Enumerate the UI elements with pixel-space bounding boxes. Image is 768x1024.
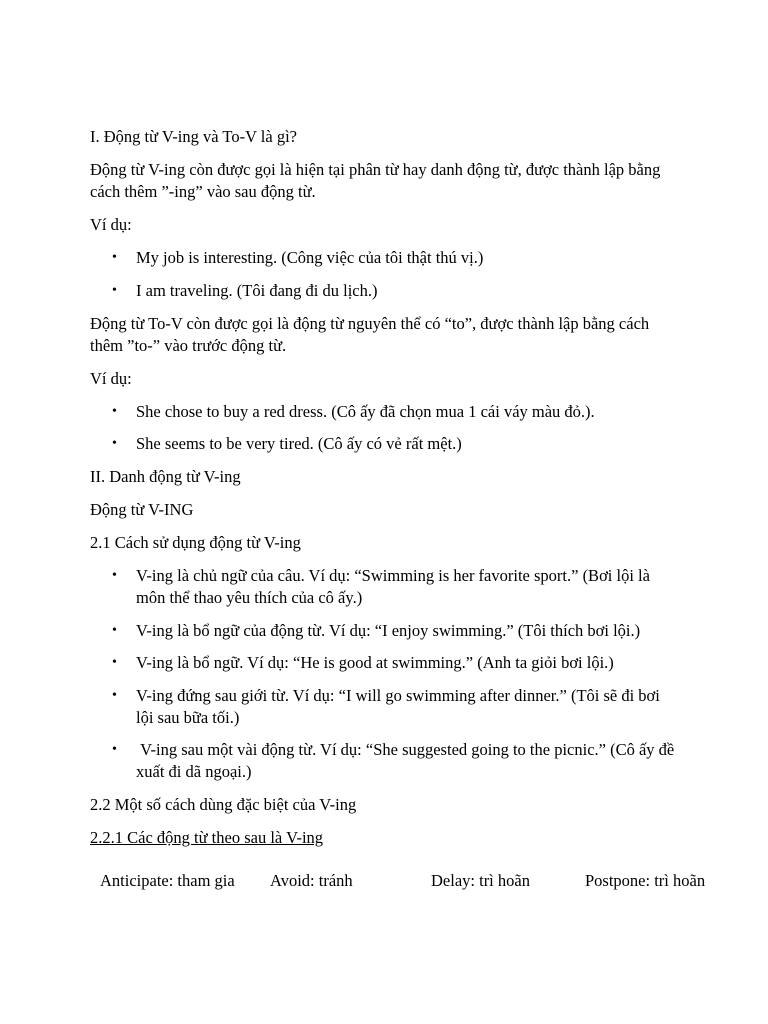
tov-example-list: [90, 401, 680, 456]
ving-example-list: [90, 247, 680, 302]
section21-heading: 2.1 Cách sử dụng động từ V-ing: [90, 533, 301, 552]
verb-cell: Anticipate: tham gia: [100, 871, 235, 890]
bullet-icon: •: [112, 282, 117, 298]
list-item: • I am traveling. (Tôi đang đi du lịch.): [112, 280, 378, 300]
list-item: • My job is interesting. (Công việc của tôi thật thú vị.): [112, 248, 484, 267]
usage-list: [90, 565, 680, 783]
bullet-icon: •: [112, 687, 117, 703]
verb-table: [100, 870, 740, 892]
section2-heading: II. Danh động từ V-ing: [90, 467, 241, 486]
section1-heading: I. Động từ V-ing và To-V là gì?: [90, 127, 297, 146]
list-item: • V-ing đứng sau giới từ. Ví dụ: “I will go swimming after dinner.” (Tôi sẽ đi bơi lội sau bữa tối.): [112, 685, 660, 727]
bullet-icon: •: [112, 250, 117, 265]
verb-cell: Avoid: tránh: [270, 871, 353, 890]
bullet-icon: •: [112, 568, 117, 583]
document-body: [90, 126, 680, 860]
list-item: • V-ing là bổ ngữ của động từ. Ví dụ: “I enjoy swimming.” (Tôi thích bơi lội.): [112, 620, 641, 640]
section221-heading: 2.2.1 Các động từ theo sau là V-ing: [90, 828, 324, 847]
section22-heading: 2.2 Một số cách dùng đặc biệt của V-ing: [90, 795, 357, 814]
bullet-icon: •: [112, 403, 117, 419]
tov-definition: Động từ To-V còn được gọi là động từ nguyên thể có “to”, được thành lập bằng cách thêm ”to-” vào trước động từ.: [90, 313, 650, 355]
verb-cell: Delay: trì hoãn: [431, 871, 530, 890]
verb-cell: Postpone: trì hoãn: [585, 871, 706, 890]
bullet-icon: •: [112, 622, 117, 638]
bullet-icon: •: [112, 655, 117, 670]
list-item: • She chose to buy a red dress. (Cô ấy đã chọn mua 1 cái váy màu đỏ.).: [112, 401, 595, 421]
list-item: • She seems to be very tired. (Cô ấy có vẻ rất mệt.): [112, 434, 462, 453]
example-label: Ví dụ:: [90, 368, 132, 388]
list-item: • V-ing sau một vài động từ. Ví dụ: “She suggested going to the picnic.” (Cô ấy đề xuất đi dã ngoại.): [112, 740, 679, 781]
list-item: • V-ing là bổ ngữ. Ví dụ: “He is good at swimming.” (Anh ta giỏi bơi lội.): [112, 653, 614, 672]
ving-definition: Động từ V-ing còn được gọi là hiện tại phân từ hay danh động từ, được thành lập bằng cách thêm ”-ing” vào sau động từ.: [90, 160, 661, 201]
section2-subheading: Động từ V-ING: [90, 500, 194, 519]
list-item: • V-ing là chủ ngữ của câu. Ví dụ: “Swimming is her favorite sport.” (Bơi lội là môn thể thao yêu thích của cô ấy.): [112, 566, 650, 607]
bullet-icon: •: [112, 436, 117, 451]
example-label: Ví dụ:: [90, 215, 132, 234]
bullet-icon: •: [112, 742, 117, 757]
